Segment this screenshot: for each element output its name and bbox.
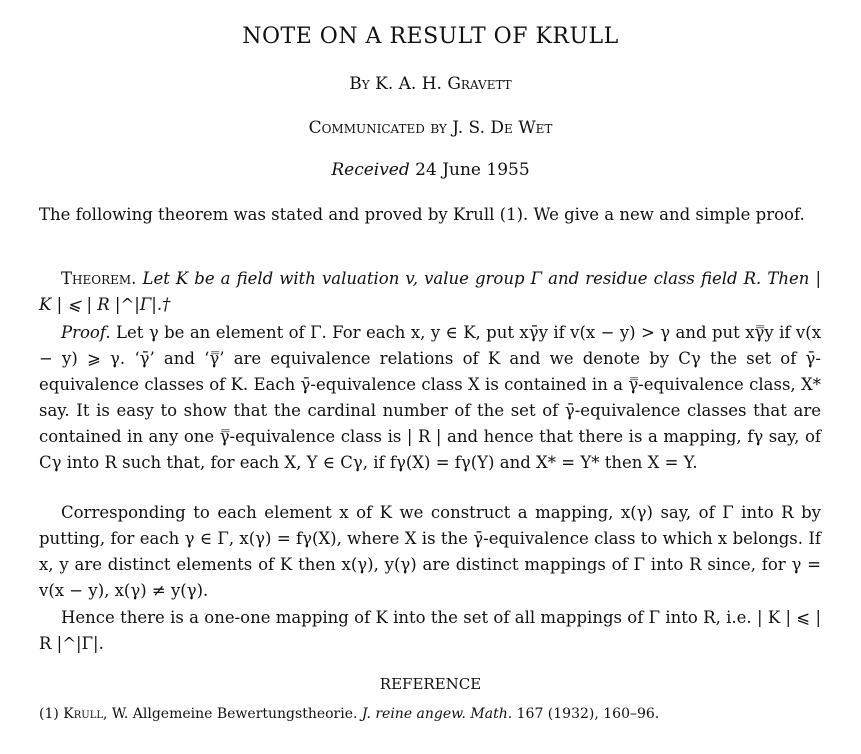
theorem-label: Theorem. <box>61 269 137 288</box>
proof-label: Proof. <box>61 323 111 342</box>
received-label: Received <box>331 160 410 180</box>
reference-number: (1) <box>39 706 59 722</box>
conclusion-paragraph <box>39 605 821 657</box>
construction-paragraph <box>39 500 821 604</box>
reference-journal: J. reine angew. Math. <box>361 706 513 722</box>
reference-title: Allgemeine Bewertungstheorie. <box>132 706 358 722</box>
theorem-statement: Let K be a field with valuation v, value group Γ and residue class field R. Then | K | ⩽ | R |^|Γ|.† <box>39 269 822 314</box>
paper-title: NOTE ON A RESULT OF KRULL <box>242 24 619 49</box>
received-date: 24 June 1955 <box>415 160 530 180</box>
intro-text: The following theorem was stated and proved by Krull (1). We give a new and simple proof. <box>39 205 805 224</box>
received-line <box>0 160 861 180</box>
construction-text: Corresponding to each element x of K we construct a mapping, x(γ) say, of Γ into R by putting, for each γ ∈ Γ, x(γ) = fγ(X), where X is the γ̄-equivalence class to which x belongs. If x, y are distinct elements of K then x(γ), y(γ) are distinct mappings of Γ into R since, for γ = v(x − y), x(γ) ≠ y(γ). <box>39 503 821 600</box>
intro-paragraph <box>39 202 821 228</box>
proof-text: Let γ be an element of Γ. For each x, y ∈ K, put xγ̄y if v(x − y) > γ and put xγ̿y if v(x − y) ⩾ γ. ‘γ̄’ and ‘γ̿’ are equivalence relations of K and we denote by Cγ the set of γ̄-equivalence classes of K. Each γ̄-equivalence class X is contained in a γ̿-equivalence class, X* say. It is easy to show that the cardinal number of the set of γ̄-equivalence classes that are contained in any one γ̿-equivalence class is | R | and hence that there is a mapping, fγ say, of Cγ into R such that, for each X, Y ∈ Cγ, if fγ(X) = fγ(Y) and X* = Y* then X = Y. <box>39 323 821 472</box>
proof-block <box>39 320 821 476</box>
conclusion-text: Hence there is a one-one mapping of K into the set of all mappings of Γ into R, i.e. | K | ⩽ | R |^|Γ|. <box>39 608 821 653</box>
reference-item <box>39 706 839 722</box>
references-heading: REFERENCE <box>379 675 482 693</box>
theorem-block <box>39 266 821 318</box>
author-byline: By K. A. H. Gravett <box>349 74 512 94</box>
reference-details: 167 (1932), 160–96. <box>516 706 660 722</box>
reference-author: Krull, W. <box>63 706 129 722</box>
communicated-by: Communicated by J. S. De Wet <box>308 118 553 138</box>
